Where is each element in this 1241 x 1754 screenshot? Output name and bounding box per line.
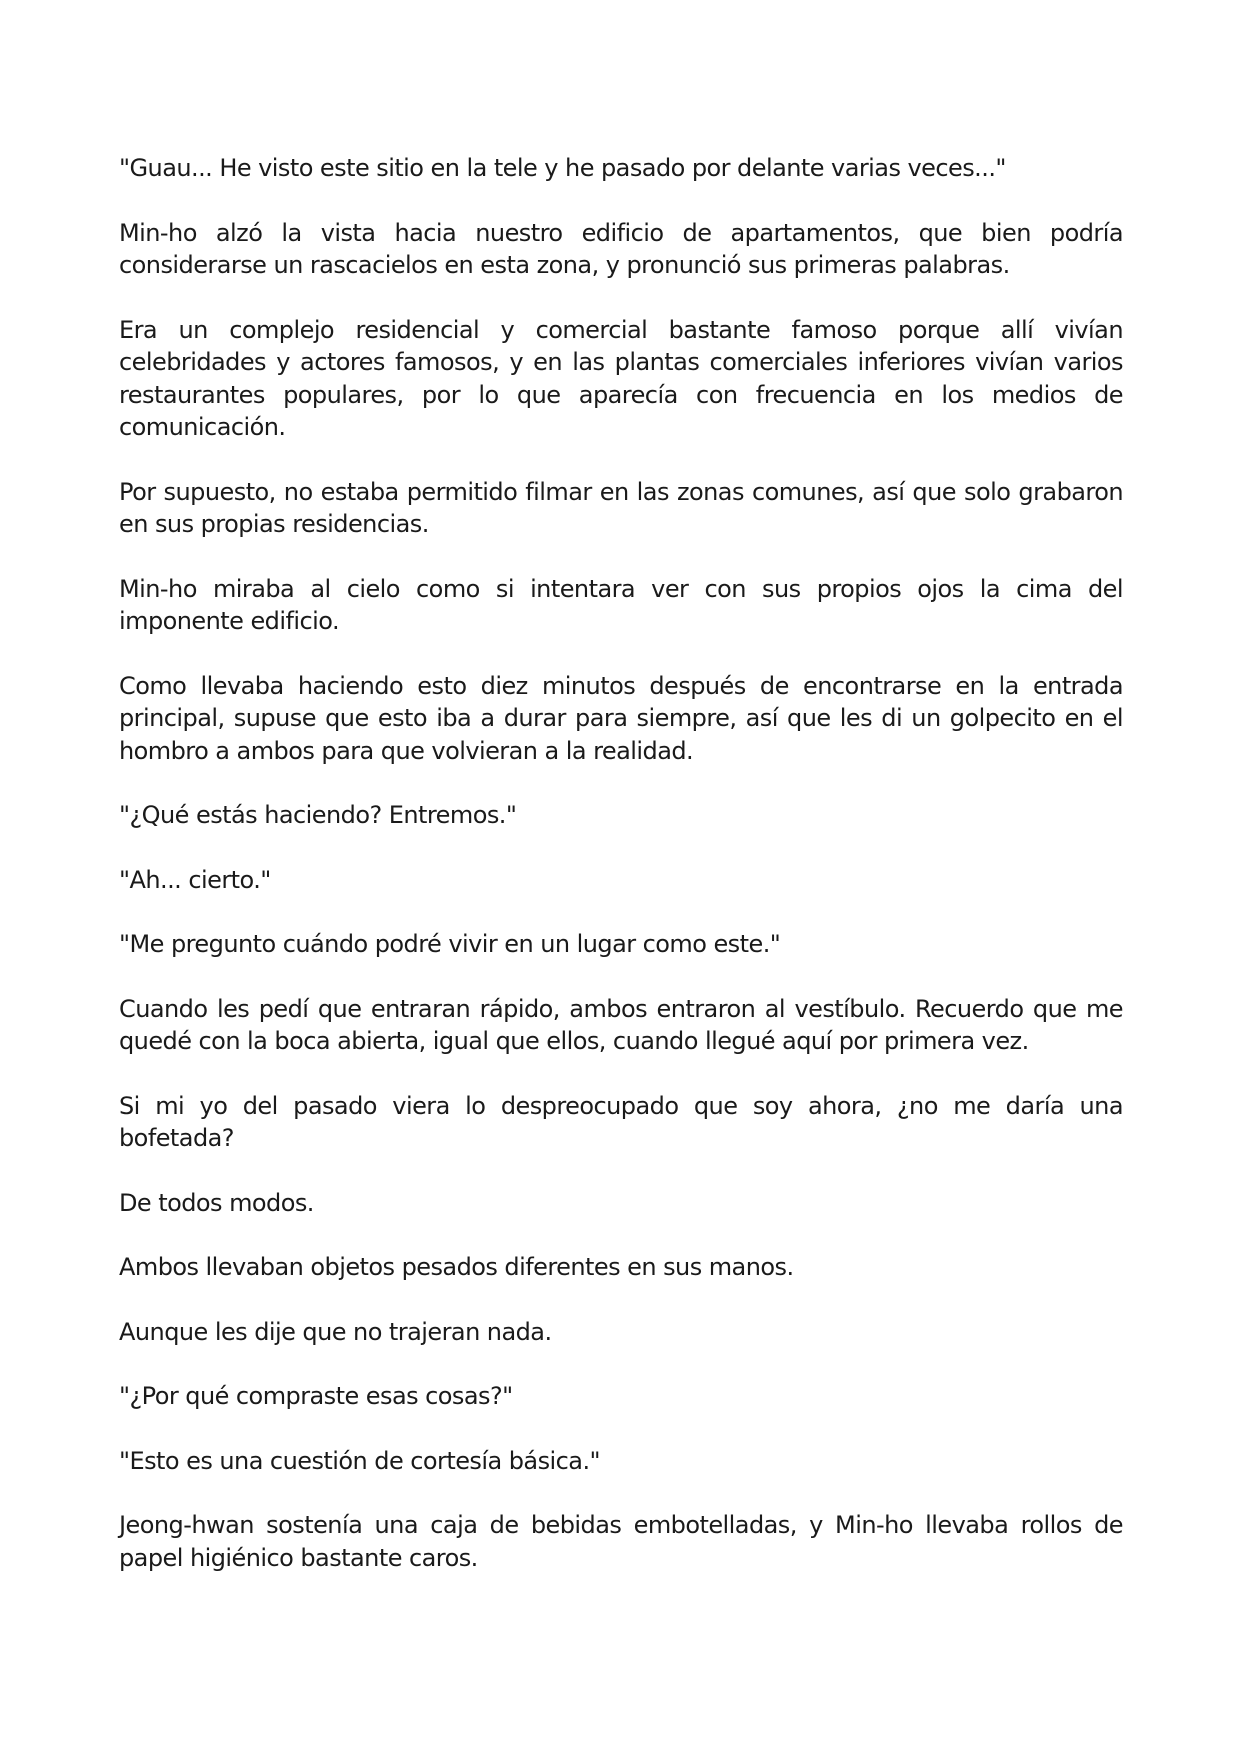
paragraph: "Ah... cierto." (119, 865, 271, 894)
paragraph: Min-ho alzó la vista hacia nuestro edificio de apartamentos, que bien podría considerarse un rascacielos en esta zona, y pronunció sus primeras palabras. (119, 218, 1123, 279)
paragraph: Como llevaba haciendo esto diez minutos después de encontrarse en la entrada principal, supuse que esto iba a durar para siempre, así que les di un golpecito en el hombro a ambos para que volvieran a la realidad. (119, 671, 1123, 765)
paragraph: Cuando les pedí que entraran rápido, ambos entraron al vestíbulo. Recuerdo que me quedé con la boca abierta, igual que ellos, cuando llegué aquí por primera vez. (119, 994, 1123, 1055)
paragraph: "Esto es una cuestión de cortesía básica." (119, 1446, 601, 1475)
paragraph: Aunque les dije que no trajeran nada. (119, 1317, 552, 1346)
paragraph: Por supuesto, no estaba permitido filmar en las zonas comunes, así que solo grabaron en sus propias residencias. (119, 477, 1123, 538)
paragraph: Jeong-hwan sostenía una caja de bebidas embotelladas, y Min-ho llevaba rollos de papel higiénico bastante caros. (119, 1511, 1123, 1572)
paragraph: "Me pregunto cuándo podré vivir en un lugar como este." (119, 930, 781, 958)
paragraph: Ambos llevaban objetos pesados diferentes en sus manos. (119, 1253, 794, 1281)
paragraph: "Guau... He visto este sitio en la tele y he pasado por delante varias veces..." (119, 154, 1006, 182)
paragraph: Min-ho miraba al cielo como si intentara ver con sus propios ojos la cima del imponente edificio. (119, 574, 1123, 635)
paragraph: "¿Por qué compraste esas cosas?" (119, 1382, 513, 1410)
paragraph: Si mi yo del pasado viera lo despreocupado que soy ahora, ¿no me daría una bofetada? (119, 1091, 1123, 1152)
paragraph: Era un complejo residencial y comercial bastante famoso porque allí vivían celebridades y actores famosos, y en las plantas comerciales inferiores vivían varios restaurantes populares, por lo que aparecía con frecuencia en los medios de comunicación. (119, 315, 1123, 441)
document-body (119, 152, 1123, 1606)
paragraph: De todos modos. (119, 1188, 314, 1217)
paragraph: "¿Qué estás haciendo? Entremos." (119, 801, 517, 829)
